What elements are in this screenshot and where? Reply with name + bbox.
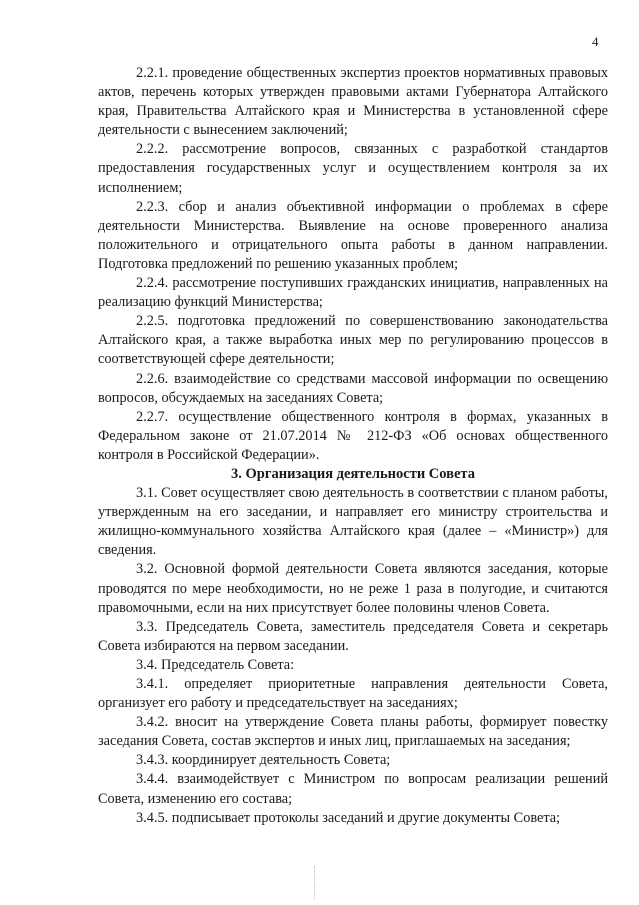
paragraph-2-2-4: 2.2.4. рассмотрение поступивших гражданских инициатив, направленных на реализацию функций Министерства; (98, 275, 608, 311)
paragraph-3-4-1: 3.4.1. определяет приоритетные направления деятельности Совета, организует его работу и председательствует на заседаниях; (98, 676, 608, 712)
paragraph-3-4-4: 3.4.4. взаимодействует с Министром по вопросам реализации решений Совета, изменению его состава; (98, 771, 608, 807)
paragraph-2-2-5: 2.2.5. подготовка предложений по совершенствованию законодательства Алтайского края, а также выработка иных мер по регулированию процессов в соответствующей сфере деятельности; (98, 313, 608, 368)
paragraph-3-4: 3.4. Председатель Совета: (136, 656, 295, 673)
paragraph-3-1: 3.1. Совет осуществляет свою деятельность в соответствии с планом работы, утвержденным на его заседании, и направляет его министру строительства и жилищно-коммунального хозяйства Алтайского края (далее – «Министр») для сведения. (98, 485, 608, 559)
scan-fold-mark (314, 866, 316, 900)
paragraph-3-2: 3.2. Основной формой деятельности Совета являются заседания, которые проводятся по мере необходимости, но не реже 1 раза в полугодие, и считаются правомочными, если на них присутствует более половины членов Совета. (98, 561, 608, 616)
paragraph-2-2-3: 2.2.3. сбор и анализ объективной информации о проблемах в сфере деятельности Министерства. Выявление на основе проверенного анализа положительного и отрицательного опыта работы в данном направлении. Подготовка предложений по решению указанных проблем; (98, 198, 608, 272)
paragraph-2-2-7: 2.2.7. осуществление общественного контроля в формах, указанных в Федеральном законе от 21.07.2014 № 212-ФЗ «Об основах общественного контроля в Российской Федерации». (98, 408, 608, 463)
paragraph-2-2-2: 2.2.2. рассмотрение вопросов, связанных с разработкой стандартов предоставления государственных услуг и осуществлением контроля за их исполнением; (98, 141, 608, 196)
paragraph-2-2-6: 2.2.6. взаимодействие со средствами массовой информации по освещению вопросов, обсуждаемых на заседаниях Совета; (98, 370, 608, 406)
paragraph-3-3: 3.3. Председатель Совета, заместитель председателя Совета и секретарь Совета избираются на первом заседании. (98, 618, 608, 654)
document-body (98, 64, 608, 828)
paragraph-3-4-3: 3.4.3. координирует деятельность Совета; (136, 752, 391, 769)
page-number: 4 (592, 34, 599, 49)
section-title: 3. Организация деятельности Совета (231, 465, 475, 482)
paragraph-2-2-1: 2.2.1. проведение общественных экспертиз проектов нормативных правовых актов, перечень которых утвержден правовыми актами Губернатора Алтайского края, Правительства Алтайского края и Министерства в установленной сфере деятельности с вынесением заключений; (98, 65, 608, 139)
paragraph-3-4-2: 3.4.2. вносит на утверждение Совета планы работы, формирует повестку заседания Совета, состав экспертов и иных лиц, приглашаемых на заседания; (98, 714, 608, 750)
paragraph-3-4-5: 3.4.5. подписывает протоколы заседаний и другие документы Совета; (136, 809, 561, 826)
